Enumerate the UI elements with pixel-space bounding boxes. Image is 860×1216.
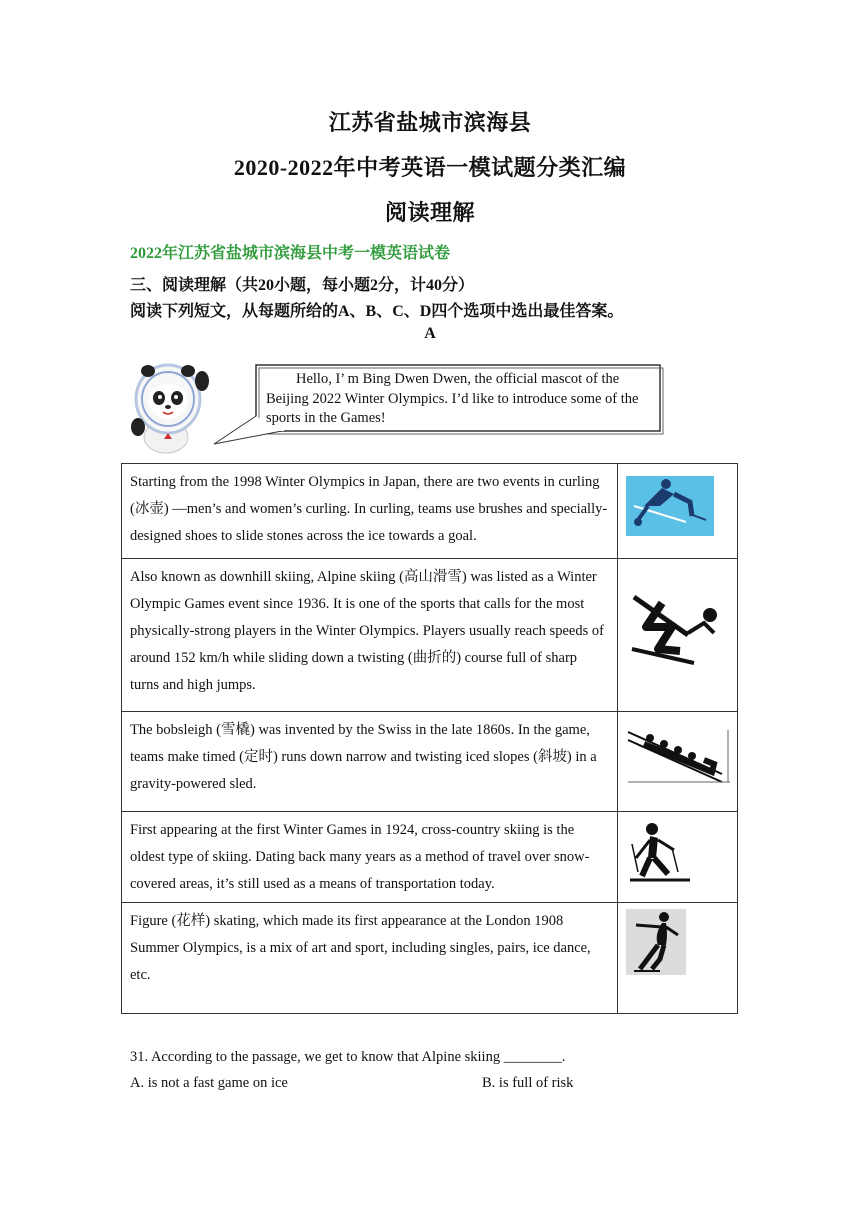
table-cell-text: Figure (花样) skating, which made its first appearance at the London 1908 Summer Olympics, is a mix of art and sport, including singles, pairs, ice dance, etc. (122, 903, 618, 1014)
table-cell-image (618, 464, 738, 559)
cross-country-skiing-icon (628, 822, 694, 884)
curling-icon (626, 476, 714, 536)
option-a: A. is not a fast game on ice (130, 1075, 288, 1091)
table-cell-image (618, 559, 738, 712)
table-cell-text: The bobsleigh (雪橇) was invented by the Swiss in the late 1860s. In the game, teams make timed (定时) runs down narrow and twisting iced slopes (斜坡) in a gravity-powered sled. (122, 712, 618, 812)
table-row (122, 559, 738, 712)
sports-table (121, 463, 738, 1014)
doc-title-line1: 江苏省盐城市滨海县 (328, 110, 532, 135)
table-cell-image (618, 903, 738, 1014)
instruction: 阅读下列短文，从每题所给的A、B、C、D四个选项中选出最佳答案。 (130, 303, 624, 320)
bobsleigh-icon (626, 728, 730, 786)
table-row (122, 812, 738, 903)
exam-name: 2022年江苏省盐城市滨海县中考一模英语试卷 (130, 245, 451, 262)
table-row (122, 712, 738, 812)
passage-label: A (424, 325, 436, 342)
table-cell-text: First appearing at the first Winter Games in 1924, cross-country skiing is the oldest type of skiing. Dating back many years as a method of travel over snow-covered areas, it’s still used as a means of transportation today. (122, 812, 618, 903)
section-heading: 三、阅读理解（共20小题，每小题2分，计40分） (130, 277, 475, 294)
figure-skating-icon (626, 909, 686, 975)
doc-title-line2: 2020-2022年中考英语一模试题分类汇编 (233, 155, 627, 180)
doc-title-line3: 阅读理解 (384, 200, 475, 225)
mascot-image (128, 357, 214, 455)
table-cell-image (618, 712, 738, 812)
table-row (122, 903, 738, 1014)
alpine-skiing-icon (628, 593, 720, 669)
question-stem: 31. According to the passage, we get to know that Alpine skiing ________. (130, 1049, 566, 1065)
table-cell-text: Starting from the 1998 Winter Olympics in Japan, there are two events in curling (冰壶) —men’s and women’s curling. In curling, teams use brushes and specially-designed shoes to slide stones across the ice towards a goal. (122, 464, 618, 559)
option-b: B. is full of risk (482, 1075, 574, 1091)
speech-text: Hello, I’ m Bing Dwen Dwen, the official mascot of the Beijing 2022 Winter Olympics. I’d like to introduce some of the sports in the Games! (266, 371, 639, 426)
table-row (122, 464, 738, 559)
table-cell-text: Also known as downhill skiing, Alpine skiing (高山滑雪) was listed as a Winter Olympic Games event since 1936. It is one of the sports that calls for the most physically-strong players in the Winter Olympics. Players usually reach speeds of around 152 km/h while sliding down a twisting (曲折的) course full of sharp turns and high jumps. (122, 559, 618, 712)
table-cell-image (618, 812, 738, 903)
